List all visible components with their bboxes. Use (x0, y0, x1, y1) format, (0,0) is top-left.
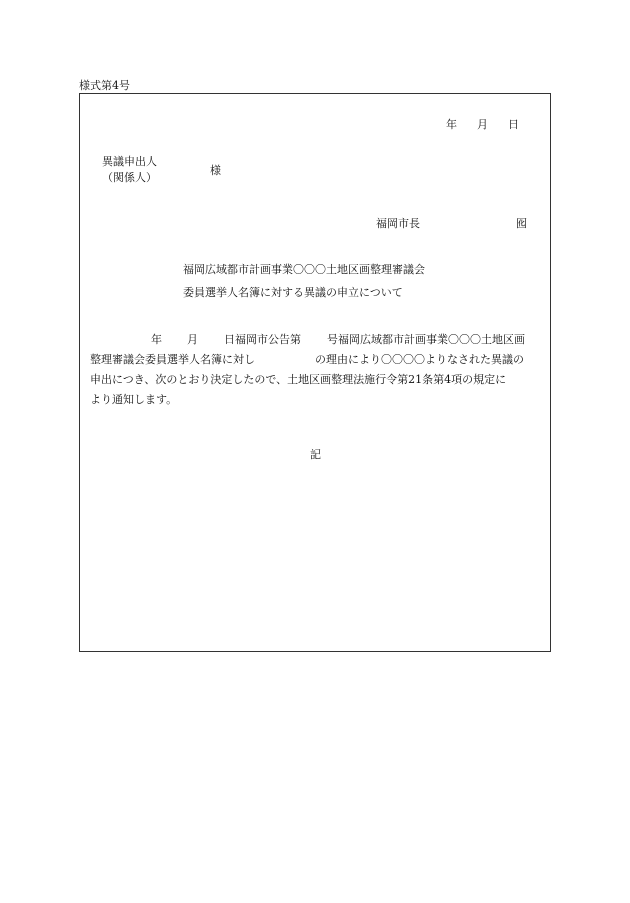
body-line-3 (90, 370, 542, 390)
body-month: 月 (187, 333, 198, 346)
addressee-line1: 異議申出人 (102, 155, 157, 168)
form-number: 様式第4号 (79, 79, 130, 92)
subject-line2: 委員選挙人名簿に対する異議の申立について (183, 286, 403, 299)
body-line-1 (90, 330, 542, 350)
body-line3: 申出につき、次のとおり決定したので、土地区画整理法施行令第21条第4項の規定に (90, 373, 507, 386)
date-line (446, 118, 519, 132)
body-year: 年 (151, 333, 162, 346)
body-line2-part1: 整理審議会委員選挙人名簿に対し (90, 353, 255, 366)
body-paragraph (90, 330, 542, 410)
addressee-line2: （関係人） (102, 171, 157, 184)
body-line1-rest: 号福岡広域都市計画事業〇〇〇土地区画 (327, 333, 525, 346)
addressee-honorific: 様 (210, 164, 221, 177)
record-label: 記 (310, 448, 321, 461)
body-day-notice: 日福岡市公告第 (224, 333, 301, 346)
seal-mark: 囮 (516, 217, 527, 230)
body-line2-part2: の理由により〇〇〇〇よりなされた異議の (315, 353, 524, 366)
subject-line1: 福岡広域都市計画事業〇〇〇土地区画整理審議会 (183, 263, 425, 276)
addressee (102, 154, 157, 186)
body-line-2 (90, 350, 542, 370)
body-line4: より通知します。 (90, 393, 178, 406)
date-day: 日 (508, 118, 519, 131)
date-year: 年 (446, 118, 457, 131)
date-month: 月 (477, 118, 488, 131)
body-line-4 (90, 390, 542, 410)
sender-title: 福岡市長 (376, 217, 420, 230)
